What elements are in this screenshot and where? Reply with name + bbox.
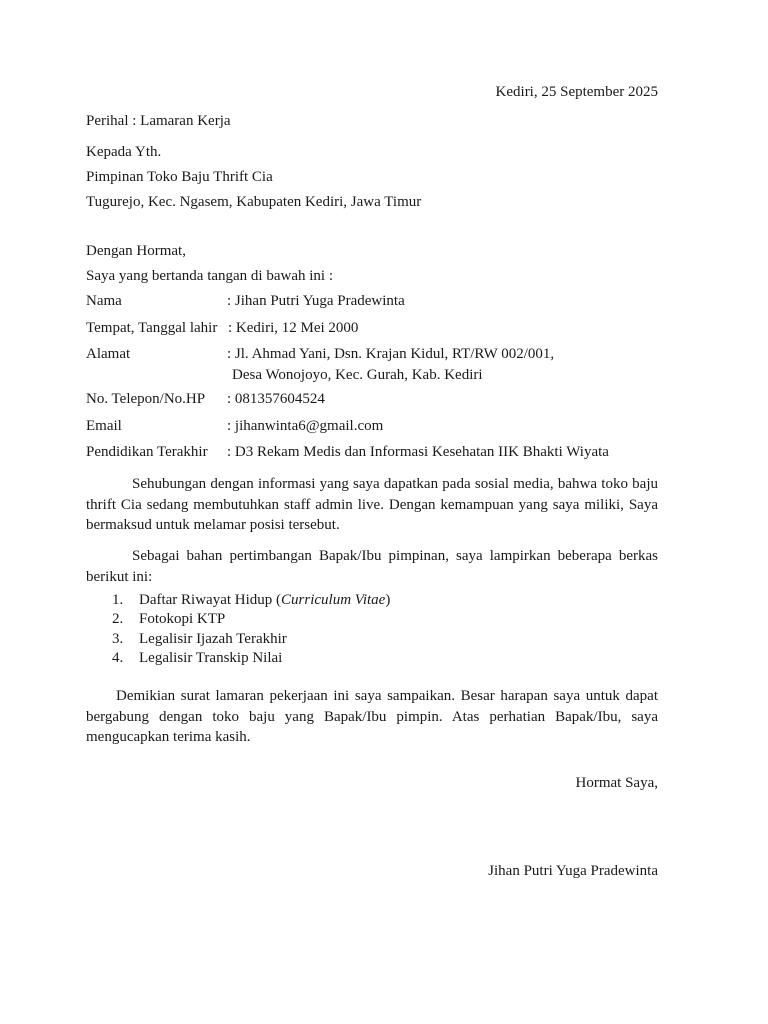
- attachment-number: 2.: [112, 611, 124, 627]
- education-label: Pendidikan Terakhir: [86, 444, 208, 460]
- attachment-number: 4.: [112, 650, 124, 666]
- paragraph-attachments-intro-text: Sebagai bahan pertimbangan Bapak/Ibu pimpinan, saya lampirkan beberapa berkas berikut ini:: [86, 548, 658, 585]
- place-date: Kediri, 25 September 2025: [495, 84, 658, 100]
- recipient-salutation: Kepada Yth.: [86, 144, 162, 160]
- attachment-number: 1.: [112, 592, 124, 608]
- phone-value: : 081357604524: [227, 391, 325, 407]
- paragraph-closing: [86, 686, 658, 748]
- birth-value: : Kediri, 12 Mei 2000: [228, 320, 359, 336]
- recipient-name: Pimpinan Toko Baju Thrift Cia: [86, 169, 273, 185]
- email-label: Email: [86, 418, 122, 434]
- attachment-number: 3.: [112, 631, 124, 647]
- paragraph-opening-text: Sehubungan dengan informasi yang saya dapatkan pada sosial media, bahwa toko baju thrift Cia sedang membutuhkan staff admin live. Dengan kemampuan yang saya miliki, Saya bermaksud untuk melamar posisi tersebut.: [86, 476, 658, 533]
- greeting: Dengan Hormat,: [86, 243, 186, 259]
- subject-line: Perihal : Lamaran Kerja: [86, 113, 231, 129]
- recipient-address: Tugurejo, Kec. Ngasem, Kabupaten Kediri, Jawa Timur: [86, 194, 422, 210]
- paragraph-attachments-intro: [86, 546, 658, 587]
- attachment-item: [139, 591, 390, 609]
- signature-name: Jihan Putri Yuga Pradewinta: [488, 863, 658, 879]
- email-value: : jihanwinta6@gmail.com: [227, 418, 384, 434]
- education-value: : D3 Rekam Medis dan Informasi Kesehatan IIK Bhakti Wiyata: [227, 444, 609, 460]
- attachment-text: Daftar Riwayat Hidup (: [139, 592, 282, 608]
- attachment-item: Fotokopi KTP: [139, 611, 226, 627]
- attachment-item: Legalisir Ijazah Terakhir: [139, 631, 287, 647]
- address-label: Alamat: [86, 346, 131, 362]
- attachment-item: Legalisir Transkip Nilai: [139, 650, 283, 666]
- name-label: Nama: [86, 293, 122, 309]
- phone-label: No. Telepon/No.HP: [86, 391, 206, 407]
- name-value: : Jihan Putri Yuga Pradewinta: [227, 293, 405, 309]
- address-value-line-2: Desa Wonojoyo, Kec. Gurah, Kab. Kediri: [232, 367, 483, 383]
- paragraph-closing-text: Demikian surat lamaran pekerjaan ini saya sampaikan. Besar harapan saya untuk dapat bergabung dengan toko baju yang Bapak/Ibu pimpin. Atas perhatian Bapak/Ibu, saya mengucapkan terima kasih.: [86, 688, 658, 745]
- attachment-suffix: ): [385, 592, 391, 608]
- closing-regards: Hormat Saya,: [575, 775, 658, 791]
- attachment-italic-text: Curriculum Vitae: [281, 592, 386, 608]
- paragraph-opening: [86, 474, 658, 536]
- address-value-line-1: : Jl. Ahmad Yani, Dsn. Krajan Kidul, RT/RW 002/001,: [227, 346, 555, 362]
- birth-label: Tempat, Tanggal lahir: [86, 320, 218, 336]
- intro-line: Saya yang bertanda tangan di bawah ini :: [86, 268, 334, 284]
